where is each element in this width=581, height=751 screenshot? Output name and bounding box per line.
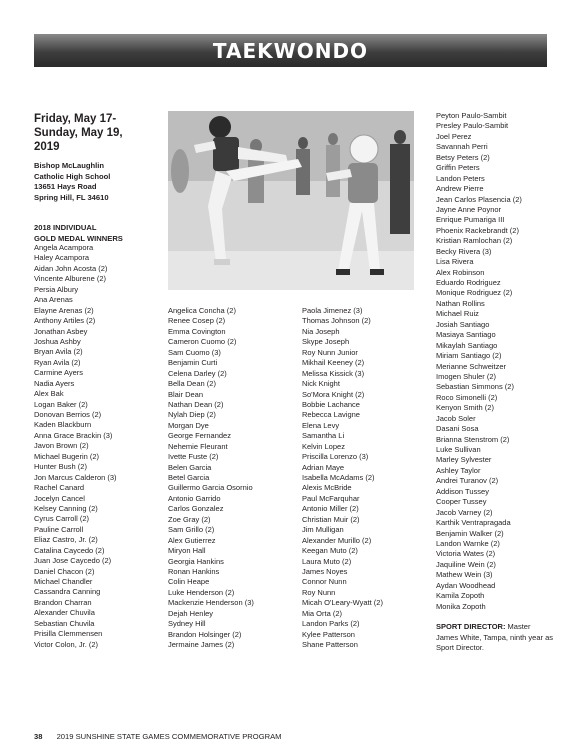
winner-name: Mathew Wein (3) bbox=[436, 570, 493, 580]
winner-name: Nick Knight bbox=[302, 379, 340, 389]
winner-name: Sam Grillo (2) bbox=[168, 525, 215, 535]
winner-name: Hunter Bush (2) bbox=[34, 462, 87, 472]
winner-name: Michael Bugerin (2) bbox=[34, 451, 100, 461]
winner-name: Pauline Carroll bbox=[34, 524, 84, 534]
winner-name: Miriam Santiago (2) bbox=[436, 351, 502, 361]
winner-name: Bella Dean (2) bbox=[168, 379, 216, 389]
winner-name: Emma Covington bbox=[168, 326, 226, 336]
winner-name: Colin Heape bbox=[168, 577, 210, 587]
winner-name: Roy Nunn bbox=[302, 587, 336, 597]
winner-name: Thomas Johnson (2) bbox=[302, 316, 371, 326]
winner-name: Betel Garcia bbox=[168, 473, 210, 482]
winner-name: Landon Warnke (2) bbox=[436, 538, 500, 548]
winner-name: George Fernandez bbox=[168, 431, 231, 441]
winner-name: Cameron Cuomo (2) bbox=[168, 337, 237, 347]
sport-director-text: Master James White, Tampa, ninth year as Sport Director. bbox=[436, 622, 553, 653]
winner-name: Cassandra Canning bbox=[34, 587, 101, 597]
winner-name: Blair Dean bbox=[168, 389, 204, 399]
winner-name: Jonathan Asbey bbox=[34, 326, 88, 336]
winner-name: Jacob Soler bbox=[436, 413, 476, 423]
winner-name: Daniel Chacon (2) bbox=[34, 566, 95, 576]
winner-name: Zoe Gray (2) bbox=[168, 514, 211, 524]
winner-name: Savannah Perri bbox=[436, 142, 488, 152]
winner-name: Angelica Concha (2) bbox=[168, 306, 236, 315]
winner-name: Mia Orta (2) bbox=[302, 608, 343, 618]
winner-name: Anthony Artiles (2) bbox=[34, 316, 96, 326]
winner-name: Luke Sullivan bbox=[436, 445, 481, 454]
winner-name: Jaquiline Wein (2) bbox=[436, 559, 496, 569]
winner-name: Keegan Muto (2) bbox=[302, 546, 358, 556]
winner-name: Joshua Ashby bbox=[34, 336, 81, 346]
winner-name: Kristian Ramlochan (2) bbox=[436, 236, 513, 246]
winner-name: Masiaya Santiago bbox=[436, 330, 496, 340]
winner-name: Kenyon Smith (2) bbox=[436, 403, 494, 413]
winner-name: Alexander Chuvila bbox=[34, 608, 95, 618]
winner-name: Jim Mulligan bbox=[302, 525, 344, 535]
venue-line: 13651 Hays Road bbox=[34, 182, 97, 191]
winner-name: Betsy Peters (2) bbox=[436, 152, 490, 162]
winner-name: Isabella McAdams (2) bbox=[302, 473, 375, 482]
winners-heading-line: 2018 INDIVIDUAL bbox=[34, 223, 97, 232]
winner-name: Priscilla Lorenzo (3) bbox=[302, 452, 369, 462]
winner-name: Antonio Garrido bbox=[168, 493, 221, 503]
winner-name: Presley Paulo-Sambit bbox=[436, 121, 509, 131]
winner-name: Kelsey Canning (2) bbox=[34, 503, 98, 513]
venue-line: Catholic High School bbox=[34, 171, 111, 181]
winner-name: Marley Sylvester bbox=[436, 455, 492, 465]
winner-name: Belen Garcia bbox=[168, 462, 212, 472]
sport-director-note bbox=[436, 622, 554, 654]
winner-name: Alex Bak bbox=[34, 389, 64, 399]
winner-name: Samantha Li bbox=[302, 431, 345, 441]
winner-name: Sebastian Simmons (2) bbox=[436, 382, 514, 392]
event-dates bbox=[34, 112, 164, 154]
winner-name: Sam Cuomo (3) bbox=[168, 347, 221, 357]
winners-heading-line: GOLD MEDAL WINNERS bbox=[34, 233, 123, 243]
winner-name: So'Mora Knight (2) bbox=[302, 389, 365, 399]
winner-name: Phoenix Rackebrandt (2) bbox=[436, 225, 519, 235]
winner-name: Nia Joseph bbox=[302, 326, 340, 336]
winner-name: Jacob Varney (2) bbox=[436, 507, 493, 517]
winner-name: Angela Acampora bbox=[34, 243, 94, 252]
winner-name: Andrei Turanov (2) bbox=[436, 476, 499, 486]
winners-column-4 bbox=[436, 111, 522, 612]
winner-name: Vincente Alburene (2) bbox=[34, 274, 106, 284]
winner-name: Roy Nunn Junior bbox=[302, 347, 358, 357]
winner-name: Jon Marcus Calderon (3) bbox=[34, 472, 117, 482]
winner-name: Rebecca Lavigne bbox=[302, 410, 360, 420]
winner-name: Sebastian Chuvila bbox=[34, 618, 95, 628]
winners-column-1 bbox=[34, 243, 117, 650]
winner-name: Brianna Stenstrom (2) bbox=[436, 434, 510, 444]
winner-name: Kamila Zopoth bbox=[436, 591, 485, 601]
winner-name: Ryan Avila (2) bbox=[34, 357, 81, 367]
page-footer bbox=[34, 732, 281, 741]
winners-column-3 bbox=[302, 306, 383, 650]
winner-name: Josiah Santiago bbox=[436, 319, 490, 329]
winner-name: Jean Carlos Plasencia (2) bbox=[436, 194, 522, 204]
winner-name: Roco Simonelli (2) bbox=[436, 392, 498, 402]
winner-name: Mikaylah Santiago bbox=[436, 340, 498, 350]
winner-name: Aydan Woodhead bbox=[436, 580, 496, 590]
winner-name: Rachel Canard bbox=[34, 483, 85, 493]
winner-name: Michael Ruiz bbox=[436, 309, 479, 319]
winners-heading bbox=[34, 223, 123, 244]
winner-name: Ashley Taylor bbox=[436, 465, 481, 475]
winner-name: Logan Baker (2) bbox=[34, 399, 88, 409]
winner-name: Karthik Ventrapragada bbox=[436, 518, 511, 528]
page-title: TAEKWONDO bbox=[212, 38, 369, 63]
winner-name: Peyton Paulo-Sambit bbox=[436, 111, 507, 120]
taekwondo-action-photo bbox=[168, 111, 414, 290]
winner-name: Dejah Henley bbox=[168, 608, 214, 618]
winner-name: Brandon Holsinger (2) bbox=[168, 629, 242, 639]
winner-name: Cooper Tussey bbox=[436, 497, 487, 507]
winner-name: Skype Joseph bbox=[302, 337, 350, 347]
winner-name: Shane Patterson bbox=[302, 640, 358, 649]
winner-name: Cyrus Carroll (2) bbox=[34, 514, 90, 524]
winner-name: Morgan Dye bbox=[168, 420, 209, 430]
winner-name: Joel Perez bbox=[436, 131, 472, 141]
winner-name: Addison Tussey bbox=[436, 486, 489, 496]
winner-name: Miryon Hall bbox=[168, 546, 206, 556]
date-line: Friday, May 17- bbox=[34, 113, 117, 125]
winner-name: Monika Zopoth bbox=[436, 601, 486, 611]
winner-name: Lisa Rivera bbox=[436, 257, 474, 267]
winner-name: Ronan Hankins bbox=[168, 566, 220, 576]
winner-name: Luke Henderson (2) bbox=[168, 587, 235, 597]
winner-name: Landon Peters bbox=[436, 173, 485, 183]
winner-name: Aidan John Acosta (2) bbox=[34, 263, 108, 273]
winner-name: Nadia Ayers bbox=[34, 378, 75, 388]
program-title: 2019 SUNSHINE STATE GAMES COMMEMORATIVE PROGRAM bbox=[56, 732, 282, 741]
winner-name: Guillermo Garcia Osornio bbox=[168, 483, 253, 493]
winner-name: Kelvin Lopez bbox=[302, 441, 345, 451]
winner-name: Haley Acampora bbox=[34, 253, 90, 263]
winner-name: Laura Muto (2) bbox=[302, 556, 352, 566]
winner-name: Imogen Shuler (2) bbox=[436, 371, 497, 381]
winner-name: Celena Darley (2) bbox=[168, 368, 227, 378]
winner-name: Nehemie Fleurant bbox=[168, 441, 228, 451]
winner-name: Carmine Ayers bbox=[34, 368, 84, 378]
winner-name: Alex Robinson bbox=[436, 267, 485, 277]
date-line: Sunday, May 19, bbox=[34, 127, 123, 139]
winner-name: Bryan Avila (2) bbox=[34, 347, 83, 357]
winner-name: Benjamin Curti bbox=[168, 358, 218, 368]
winner-name: Adrian Maye bbox=[302, 462, 345, 472]
title-banner bbox=[34, 34, 547, 67]
winner-name: Elayne Arenas (2) bbox=[34, 305, 94, 315]
winner-name: Alexander Murillo (2) bbox=[302, 535, 372, 545]
winner-name: Prisilla Clemmensen bbox=[34, 629, 103, 639]
winner-name: Becky Rivera (3) bbox=[436, 246, 492, 256]
winner-name: Carlos Gonzalez bbox=[168, 504, 224, 514]
winner-name: Ana Arenas bbox=[34, 295, 73, 305]
winner-name: Victor Colon, Jr. (2) bbox=[34, 639, 99, 649]
winners-column-2 bbox=[168, 306, 254, 650]
winner-name: Eduardo Rodriguez bbox=[436, 278, 501, 287]
venue-line: Spring Hill, FL 34610 bbox=[34, 192, 109, 202]
winner-name: Nathan Rollins bbox=[436, 298, 485, 308]
winner-name: James Noyes bbox=[302, 566, 348, 576]
winner-name: Anna Grace Brackin (3) bbox=[34, 430, 113, 440]
winner-name: Micah O'Leary-Wyatt (2) bbox=[302, 598, 383, 608]
winner-name: Mikhail Keeney (2) bbox=[302, 358, 365, 368]
winner-name: Michael Chandler bbox=[34, 577, 93, 586]
page-number: 38 bbox=[34, 732, 43, 741]
winner-name: Catalina Caycedo (2) bbox=[34, 545, 105, 555]
winner-name: Juan Jose Caycedo (2) bbox=[34, 556, 112, 566]
winner-name: Alexis McBride bbox=[302, 483, 352, 493]
venue-line: Bishop McLaughlin bbox=[34, 161, 105, 170]
winner-name: Enrique Pumariga III bbox=[436, 215, 505, 225]
winner-name: Renee Cosep (2) bbox=[168, 316, 226, 326]
winner-name: Georgia Hankins bbox=[168, 556, 224, 566]
winner-name: Eliaz Castro, Jr. (2) bbox=[34, 535, 98, 545]
winner-name: Kylee Patterson bbox=[302, 629, 355, 639]
winner-name: Ivette Fuste (2) bbox=[168, 452, 219, 462]
winner-name: Paola Jimenez (3) bbox=[302, 306, 363, 315]
winner-name: Victoria Wates (2) bbox=[436, 549, 496, 559]
winner-name: Donovan Berrios (2) bbox=[34, 410, 102, 419]
winner-name: Merianne Schweitzer bbox=[436, 361, 507, 371]
photo-illustration bbox=[168, 111, 414, 290]
winner-name: Andrew Pierre bbox=[436, 184, 484, 194]
winner-name: Monique Rodriguez (2) bbox=[436, 288, 513, 298]
winner-name: Dasani Sosa bbox=[436, 424, 479, 434]
winner-name: Nylah Diep (2) bbox=[168, 410, 216, 420]
winner-name: Jermaine James (2) bbox=[168, 640, 235, 649]
date-line: 2019 bbox=[34, 141, 60, 153]
winner-name: Sydney Hill bbox=[168, 619, 206, 629]
winner-name: Alex Gutierrez bbox=[168, 535, 216, 545]
winner-name: Jayne Anne Poynor bbox=[436, 204, 502, 214]
winner-name: Christian Muir (2) bbox=[302, 514, 360, 524]
winner-name: Nathan Dean (2) bbox=[168, 399, 224, 409]
winner-name: Landon Parks (2) bbox=[302, 619, 360, 629]
winner-name: Connor Nunn bbox=[302, 577, 347, 587]
winner-name: Brandon Charran bbox=[34, 597, 92, 607]
winner-name: Melissa Kissick (3) bbox=[302, 368, 365, 378]
winner-name: Elena Levy bbox=[302, 420, 340, 430]
winner-name: Antonio Miller (2) bbox=[302, 504, 359, 514]
venue-address bbox=[34, 161, 110, 203]
winner-name: Griffin Peters bbox=[436, 163, 480, 173]
winner-name: Javon Brown (2) bbox=[34, 441, 89, 451]
winner-name: Persia Albury bbox=[34, 284, 79, 294]
sport-director-label: SPORT DIRECTOR: bbox=[436, 622, 506, 631]
winner-name: Benjamin Walker (2) bbox=[436, 528, 504, 538]
winner-name: Mackenzie Henderson (3) bbox=[168, 598, 254, 608]
winner-name: Jocelyn Cancel bbox=[34, 493, 85, 503]
winner-name: Bobbie Lachance bbox=[302, 399, 360, 409]
winner-name: Paul McFarquhar bbox=[302, 493, 360, 503]
winner-name: Kaden Blackburn bbox=[34, 420, 92, 430]
